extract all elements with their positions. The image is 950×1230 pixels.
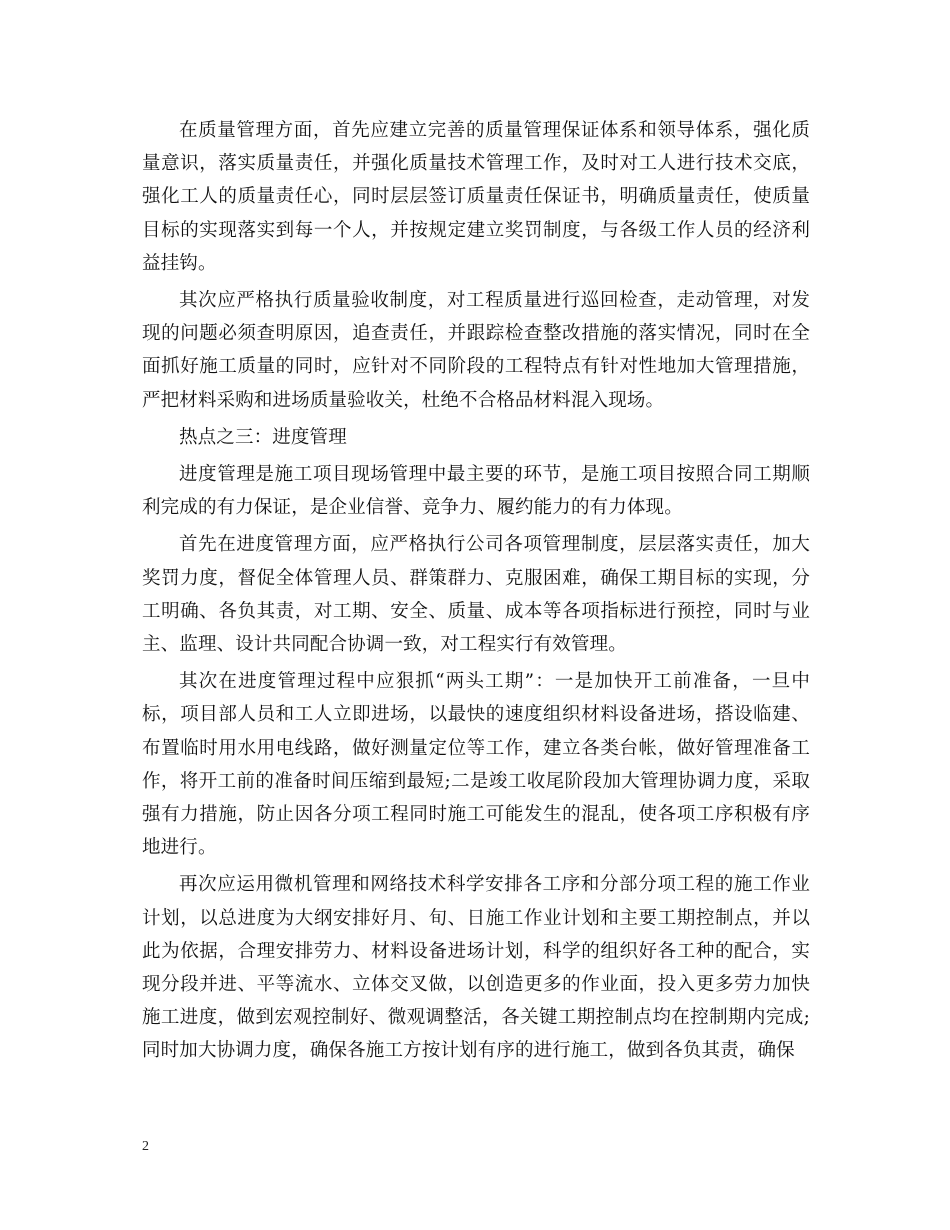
- section-heading-progress: 热点之三：进度管理: [179, 426, 347, 448]
- paragraph-progress-intro: 进度管理是施工项目现场管理中最主要的环节，是施工项目按照合同工期顺利完成的有力保证，是企业信誉、竞争力、履约能力的有力体现。: [142, 464, 810, 519]
- document-body: [142, 114, 810, 1072]
- paragraph-quality-system: 在质量管理方面，首先应建立完善的质量管理保证体系和领导体系，强化质量意识，落实质量责任，并强化质量技术管理工作，及时对工人进行技术交底，强化工人的质量责任心，同时层层签订质量责任保证书，明确质量责任，使质量目标的实现落实到每一个人，并按规定建立奖罚制度，与各级工作人员的经济利益挂钩。: [142, 120, 810, 274]
- page-number: 2: [142, 1139, 149, 1154]
- paragraph-progress-second: 其次在进度管理过程中应狠抓“两头工期”：一是加快开工前准备，一旦中标，项目部人员和工人立即进场，以最快的速度组织材料设备进场，搭设临建、布置临时用水用电线路，做好测量定位等工作，建立各类台帐，做好管理准备工作，将开工前的准备时间压缩到最短;二是竣工收尾阶段加大管理协调力度，采取强有力措施，防止因各分项工程同时施工可能发生的混乱，使各项工序积极有序地进行。: [142, 671, 810, 859]
- paragraph-quality-inspection: 其次应严格执行质量验收制度，对工程质量进行巡回检查，走动管理，对发现的问题必须查明原因，追查责任，并跟踪检查整改措施的落实情况，同时在全面抓好施工质量的同时，应针对不同阶段的工程特点有针对性地加大管理措施，严把材料采购和进场质量验收关，杜绝不合格品材料混入现场。: [142, 290, 810, 411]
- paragraph-progress-third: 再次应运用微机管理和网络技术科学安排各工序和分部分项工程的施工作业计划，以总进度为大纲安排好月、旬、日施工作业计划和主要工期控制点，并以此为依据，合理安排劳力、材料设备进场计划，科学的组织好各工种的配合，实现分段并进、平等流水、立体交叉做，以创造更多的作业面，投入更多劳力加快施工进度，做到宏观控制好、微观调整活，各关键工期控制点均在控制期内完成;同时加大协调力度，确保各施工方按计划有序的进行施工，做到各负其责，确保: [142, 874, 810, 1062]
- paragraph-progress-first: 首先在进度管理方面，应严格执行公司各项管理制度，层层落实责任，加大奖罚力度，督促全体管理人员、群策群力、克服困难，确保工期目标的实现，分工明确、各负其责，对工期、安全、质量、成本等各项指标进行预控，同时与业主、监理、设计共同配合协调一致，对工程实行有效管理。: [142, 534, 810, 656]
